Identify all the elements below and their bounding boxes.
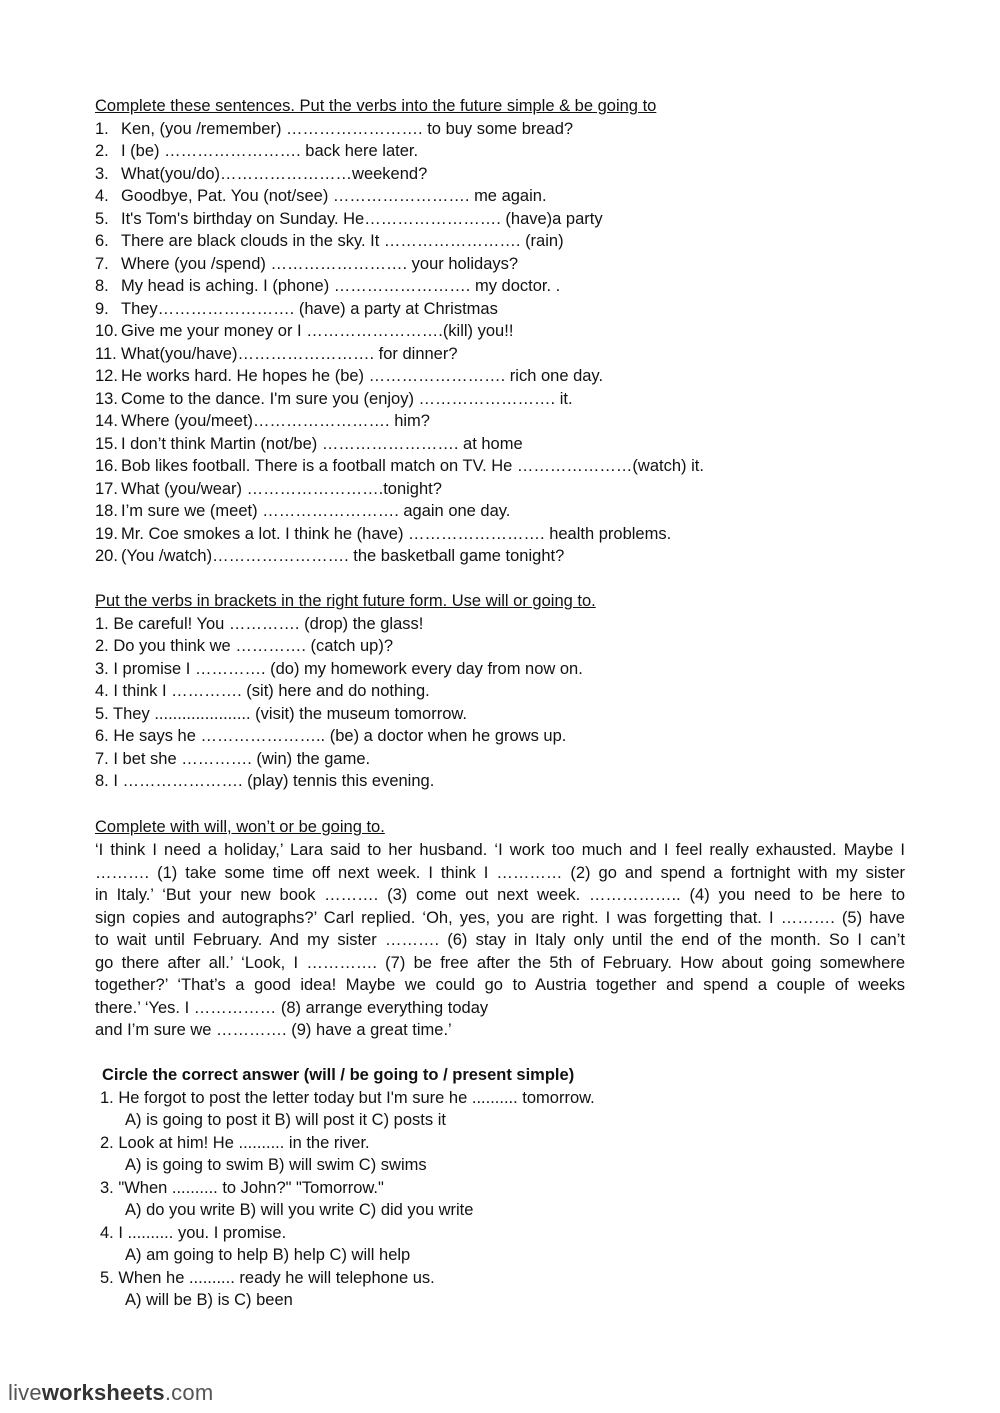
liveworksheets-logo [8, 1380, 213, 1406]
section2-item: 5. They ..................... (visit) the museum tomorrow. [95, 704, 467, 723]
logo-part-com: .com [164, 1380, 214, 1405]
section3-paragraph [95, 839, 905, 1042]
item-number: 10. [95, 322, 118, 340]
item-number: 5. [95, 209, 109, 228]
item-text: Ken, (you /remember) ……………………. to buy some bread? [121, 119, 574, 138]
item-text: It's Tom's birthday on Sunday. He……………………. (have)a party [121, 209, 603, 228]
paragraph-line: and I’m sure we …………. (9) have a great time.’ [95, 1021, 452, 1039]
item-text: They……………………. (have) a party at Christmas [121, 299, 498, 318]
item-text: My head is aching. I (phone) ……………………. my doctor. . [121, 277, 561, 295]
item-text: Give me your money or I …………………….(kill) you!! [121, 322, 514, 340]
item-number: 13. [95, 389, 118, 408]
item-text: I’m sure we (meet) ……………………. again one day. [121, 502, 511, 520]
section2-item: 2. Do you think we …………. (catch up)? [95, 637, 394, 655]
item-number: 16. [95, 457, 118, 475]
section1-item [95, 545, 905, 568]
section1-item [95, 523, 905, 546]
section1-item [95, 253, 905, 276]
item-number: 19. [95, 524, 118, 543]
paragraph-line: there.’ ‘Yes. I …………… (8) arrange everything today [95, 998, 489, 1017]
item-number: 20. [95, 547, 118, 565]
question: 4. I .......... you. I promise. [100, 1223, 287, 1242]
section2-item: 1. Be careful! You …………. (drop) the glass! [95, 614, 424, 633]
logo-part-worksheets: worksheets [41, 1380, 165, 1405]
paragraph-line: sign copies and autographs?’ Carl replied. ‘Oh, yes, you are right. I was forgetting that. I ………. (5) have [95, 908, 905, 927]
item-number: 15. [95, 434, 118, 453]
item-text: Mr. Coe smokes a lot. I think he (have) ……………………. health problems. [121, 524, 672, 543]
item-text: (You /watch)……………………. the basketball game tonight? [121, 547, 565, 565]
section1-item [95, 163, 905, 186]
item-number: 2. [95, 142, 109, 160]
section1-item [95, 500, 905, 523]
section1-item [95, 388, 905, 411]
section2-item: 7. I bet she …………. (win) the game. [95, 749, 371, 768]
item-number: 18. [95, 502, 118, 520]
section1-title: Complete these sentences. Put the verbs into the future simple & be going to [95, 97, 657, 115]
item-text: What(you/do)……………………weekend? [121, 164, 428, 183]
item-number: 17. [95, 479, 118, 498]
item-text: Goodbye, Pat. You (not/see) ……………………. me again. [121, 187, 547, 205]
item-number: 7. [95, 254, 109, 273]
item-text: Come to the dance. I'm sure you (enjoy) ……………………. it. [121, 389, 573, 408]
item-text: Bob likes football. There is a football match on TV. He …………………(watch) it. [121, 457, 704, 475]
item-text: What (you/wear) …………………….tonight? [121, 479, 442, 498]
section2-item: 6. He says he ………………….. (be) a doctor when he grows up. [95, 727, 567, 745]
section4-title: Circle the correct answer (will / be going to / present simple) [102, 1066, 575, 1084]
answer-options: A) am going to help B) help C) will help [125, 1246, 411, 1264]
item-text: Where (you /spend) ……………………. your holidays? [121, 254, 519, 273]
item-text: There are black clouds in the sky. It ……………………. (rain) [121, 232, 564, 250]
answer-options: A) is going to post it B) will post it C) posts it [125, 1111, 446, 1129]
question: 5. When he .......... ready he will telephone us. [100, 1268, 435, 1287]
section2-item: 4. I think I …………. (sit) here and do nothing. [95, 682, 430, 700]
item-text: I (be) ……………………. back here later. [121, 142, 419, 160]
paragraph-line: to wait until February. And my sister ………. (6) stay in Italy only until the end of the month. So I can’t [95, 931, 905, 949]
paragraph-line: in Italy.’ ‘But your new book ………. (3) come out next week. …………….. (4) you need to be here to [95, 886, 905, 904]
section1-item [95, 185, 905, 208]
section1-item [95, 343, 905, 366]
section1-item [95, 230, 905, 253]
section1-item [95, 208, 905, 231]
paragraph-line: together?’ ‘That’s a good idea! Maybe we could go to Austria together and spend a couple of weeks [95, 976, 905, 994]
paragraph-line: ‘I think I need a holiday,’ Lara said to her husband. ‘I work too much and I feel really exhausted. Maybe I [95, 841, 905, 859]
section3-title: Complete with will, won’t or be going to. [95, 818, 385, 836]
item-number: 3. [95, 164, 109, 183]
question: 1. He forgot to post the letter today but I'm sure he .......... tomorrow. [100, 1088, 595, 1107]
section2-item: 8. I …………………. (play) tennis this evening. [95, 772, 435, 790]
section1-item [95, 410, 905, 433]
answer-options: A) is going to swim B) will swim C) swims [125, 1156, 427, 1174]
item-number: 1. [95, 119, 109, 138]
section1-item [95, 455, 905, 478]
section2-item: 3. I promise I …………. (do) my homework every day from now on. [95, 659, 583, 678]
section1-item [95, 433, 905, 456]
section1-item [95, 298, 905, 321]
item-text: I don’t think Martin (not/be) ……………………. at home [121, 434, 523, 453]
item-number: 4. [95, 187, 109, 205]
question: 3. "When .......... to John?" "Tomorrow." [100, 1178, 384, 1197]
item-number: 12. [95, 367, 118, 385]
item-number: 9. [95, 299, 109, 318]
answer-options: A) will be B) is C) been [125, 1291, 293, 1309]
item-text: He works hard. He hopes he (be) ……………………. rich one day. [121, 367, 604, 385]
section1-item [95, 365, 905, 388]
item-number: 14. [95, 412, 118, 430]
section1-item [95, 320, 905, 343]
item-number: 6. [95, 232, 109, 250]
paragraph-line: go there after all.’ ‘Look, I …………. (7) be free after the 5th of February. How about going somewhere [95, 953, 905, 972]
section1-item [95, 275, 905, 298]
item-text: What(you/have)……………………. for dinner? [121, 344, 458, 363]
item-number: 8. [95, 277, 109, 295]
section2-title: Put the verbs in brackets in the right future form. Use will or going to. [95, 592, 596, 610]
item-number: 11. [95, 344, 117, 363]
section1-item [95, 140, 905, 163]
item-text: Where (you/meet)……………………. him? [121, 412, 430, 430]
answer-options: A) do you write B) will you write C) did you write [125, 1201, 474, 1219]
section1-item [95, 478, 905, 501]
section1-item [95, 118, 905, 141]
paragraph-line: ………. (1) take some time off next week. I think I ………… (2) go and spend a fortnight with my sister [95, 863, 905, 882]
question: 2. Look at him! He .......... in the river. [100, 1133, 370, 1152]
logo-part-live: live [8, 1380, 42, 1405]
